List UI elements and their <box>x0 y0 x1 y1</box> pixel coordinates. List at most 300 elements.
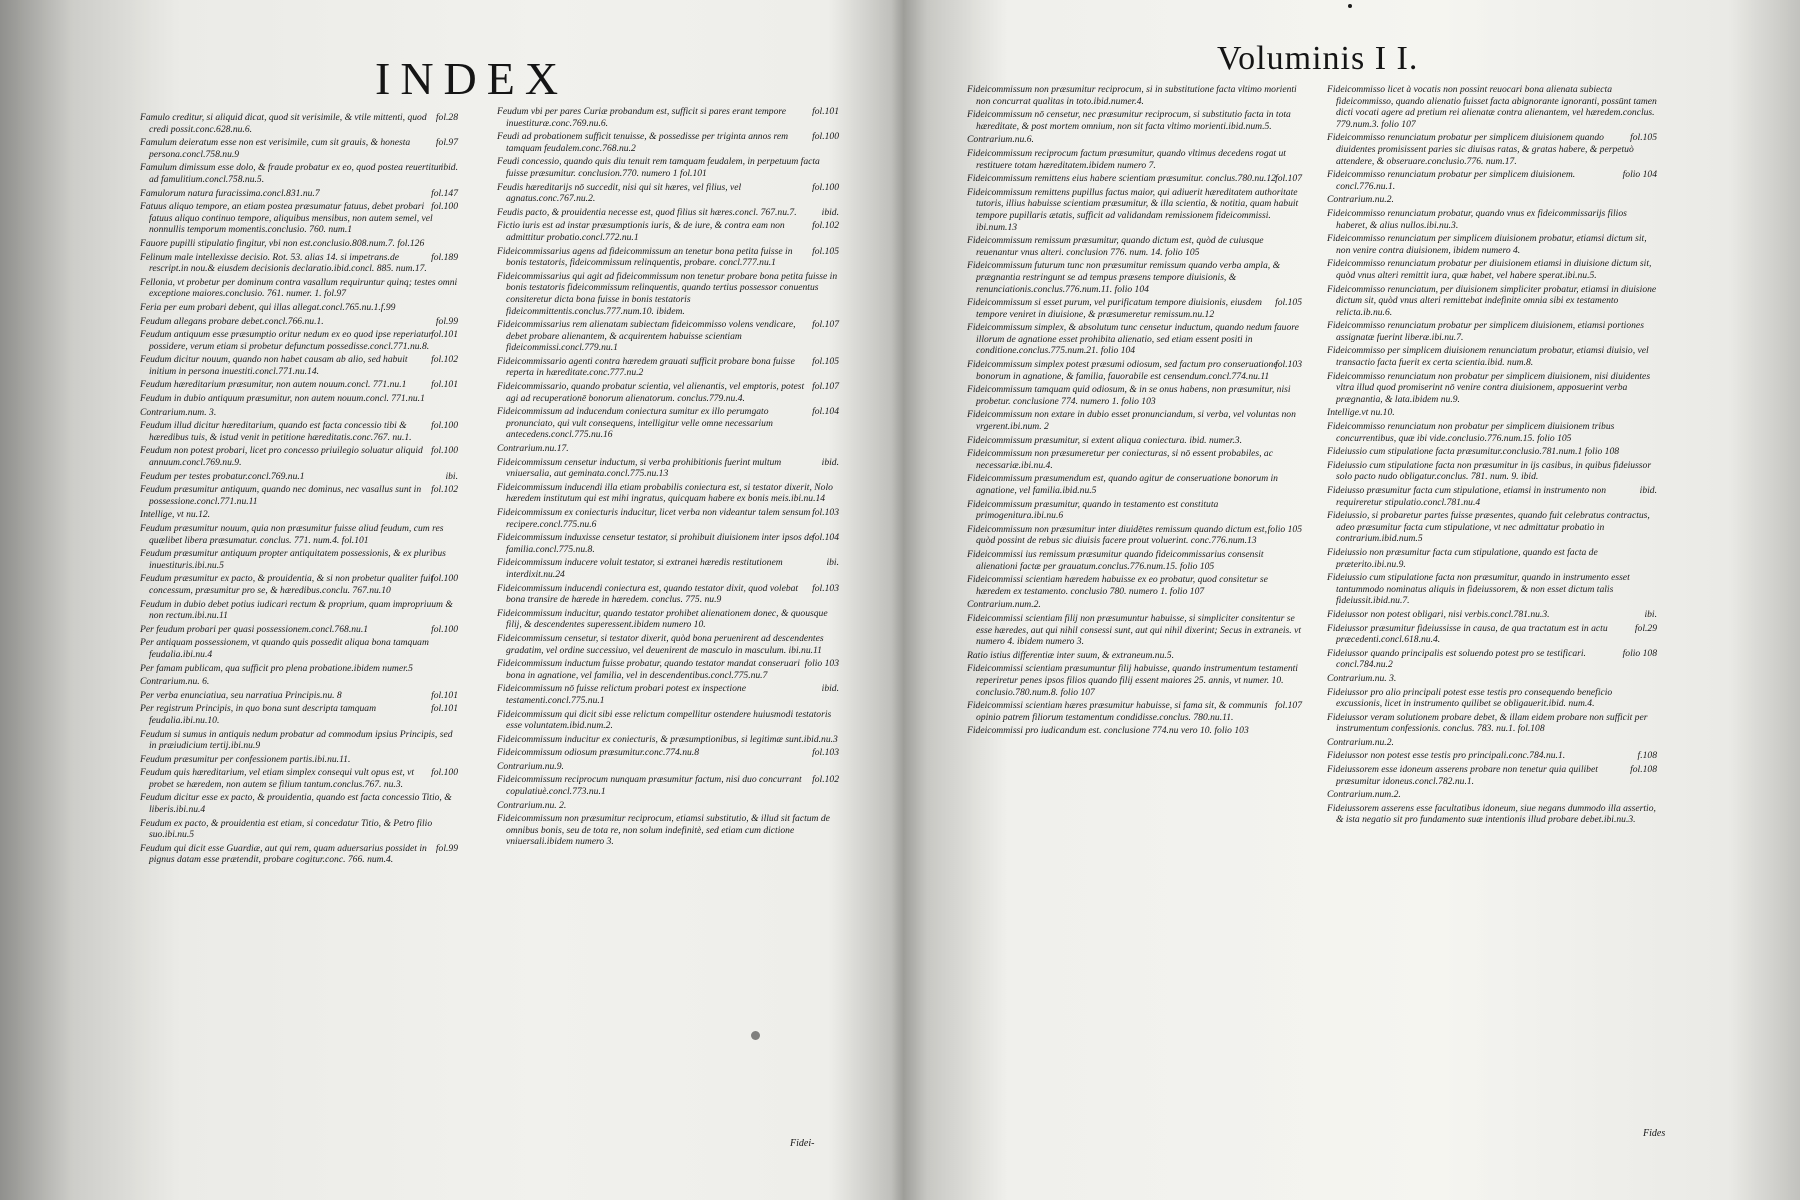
index-entry <box>1327 421 1657 444</box>
entry-text: Fideicommissum non præsumitur inter diuidētes remissum quando dictum est, quòd possint de rebus sic diuisis facere prout voluerint. conc.776.num.13 <box>967 523 1267 547</box>
index-entry <box>140 393 458 405</box>
index-entry <box>140 573 458 596</box>
entry-text: Fideiussorem esse idoneum asserens probare non tenetur quia quilibet præsumitur idoneus.concl.782.nu.1. <box>1327 764 1598 787</box>
index-entry <box>497 774 839 797</box>
entry-text: Fideicommissum futurum tunc non præsumitur remissum quando verba ampla, & prægnantia restringunt se ad tempus præsens tempore diuisionis, & renunciationis.conclus.776.num.11. folio 104 <box>967 260 1281 295</box>
index-entry <box>1327 572 1657 607</box>
entry-text: Contrarium.nu. 2. <box>497 799 567 811</box>
index-entry <box>140 818 458 841</box>
folio-reference: fol.107 <box>812 381 839 393</box>
entry-text: Fideiussorem asserens esse facultatibus idoneum, siue negans dummodo illa assertio, & ista negatio sit pro fundamento suæ intentionis illud probare debet.ibi.nu.3. <box>1327 802 1656 826</box>
index-entry <box>497 734 839 746</box>
index-entry <box>140 407 458 419</box>
index-entry <box>140 663 458 675</box>
index-entry <box>497 813 839 848</box>
entry-text: Fideicommissario, quando probatur scientia, vel alienantis, vel emptoris, potest agi ad recuperationē bonorum alienatorum. conclus.779.nu.4. <box>497 381 805 404</box>
entry-text: Feudum præsumitur antiquum propter antiquitatem possessionis, & ex pluribus inuestituris.ibi.nu.5 <box>140 548 446 571</box>
folio-reference: fol.99 <box>435 842 458 854</box>
right-page <box>905 0 1800 1200</box>
index-entry <box>140 637 458 660</box>
folio-reference: fol.100 <box>812 181 839 193</box>
index-entry <box>140 548 458 571</box>
entry-text: Fideicommissum præsumendum est, quando agitur de conseruatione bonorum in agnatione, vel familia.ibid.nu.5 <box>967 473 1278 496</box>
index-entry <box>967 260 1302 295</box>
folio-reference: fol.105 <box>1275 297 1302 309</box>
index-entry <box>140 379 458 391</box>
entry-text: Feudum hæreditarium præsumitur, non autem nouum.concl. 771.nu.1 <box>140 379 407 391</box>
entry-text: Feudum præsumitur nouum, quia non præsumitur fuisse aliud feudum, cum res quælibet libera præsumatur. conclus. 771. num.4. fol.101 <box>140 523 444 546</box>
index-entry <box>967 109 1302 132</box>
entry-text: Feudi ad probationem sufficit tenuisse, & possedisse per triginta annos rem tamquam feudalem.conc.768.nu.2 <box>497 131 789 154</box>
entry-text: Fideicommissum censetur, si testator dixerit, quòd bona peruenirent ad descendentes gradatim, vel ordine successiuo, vel deuenirent de masculo in masculum. ibi.nu.11 <box>497 632 824 656</box>
entry-text: Per verba enunciatiua, seu narratiua Principis.nu. 8 <box>140 689 342 701</box>
folio-reference: folio 108 <box>1622 647 1657 659</box>
index-entry <box>497 106 839 129</box>
index-entry <box>497 207 839 219</box>
entry-text: Fideiussor non potest esse testis pro principali.conc.784.nu.1. <box>1327 750 1566 762</box>
index-entry <box>967 650 1302 662</box>
folio-reference: fol.100 <box>812 131 839 143</box>
entry-text: Fideicommissum remittens pupillus factus maior, qui adiuerit hæreditatem authoritate tutoris, illius habuisse scientiam præsumitur, & illa scientia, & notitia, quam habuit tempore pupillaris ætatis, sufficit ad validandam remissionem fideicommissi. ibi.num.13 <box>967 186 1299 233</box>
entry-text: Feudum per testes probatur.concl.769.nu.1 <box>140 470 305 482</box>
entry-text: Fideicommissarius rem alienatam subiectam fideicommisso volens vendicare, debet probare alienantem, & acquirentem habuisse scientiam fideicommissi.concl.779.nu.1 <box>497 319 796 354</box>
entry-text: Famulum deieratum esse non est verisimile, cum sit grauis, & honesta persona.concl.758.nu.9 <box>140 137 411 160</box>
folio-reference: fol.147 <box>431 187 458 199</box>
entry-text: Fideicommisso renunciatum per simplicem diuisionem probatur, etiamsi dictum sit, non venire contra diuisionem, ibidem numero 4. <box>1327 233 1647 256</box>
entry-text: Fideicommissum præsumitur, quando in testamento est constituta primogenitura.ibi.nu.6 <box>967 498 1219 522</box>
folio-reference: fol.103 <box>1275 359 1302 371</box>
index-entry <box>140 624 458 636</box>
entry-text: Fideicommissum induxisse censetur testator, si prohibuit diuisionem inter ipsos de familia.concl.775.nu.8. <box>497 532 814 555</box>
entry-text: Feudum præsumitur antiquum, quando nec dominus, nec vasallus sunt in possessione.concl.771.nu.11 <box>140 484 422 507</box>
entry-text: Fideicommissum qui dicit sibi esse relictum compellitur ostendere huiusmodi testatoris esse voluntatem.ibid.num.2. <box>497 708 832 732</box>
entry-text: Feudum vbi per pares Curiæ probandum est, sufficit si pares erant tempore inuestituræ.conc.769.nu.6. <box>497 106 787 129</box>
folio-reference: fol.108 <box>1630 764 1657 776</box>
index-entry <box>497 482 839 505</box>
entry-text: Fideiussor quando principalis est soluendo potest pro se testificari. concl.784.nu.2 <box>1327 647 1586 671</box>
index-entry <box>967 574 1302 597</box>
index-entry <box>497 356 839 379</box>
index-entry <box>1327 345 1657 368</box>
index-entry <box>497 246 839 269</box>
entry-text: Fideiussio cum stipulatione facta non præsumitur in ijs casibus, in quibus fideiussor solo pacto nudo obligatur.conclus. 781. num. 9. ibid. <box>1327 459 1652 483</box>
entry-text: Fideicommissum remissum præsumitur, quando dictum est, quòd de cuiusque reuenantur vnus alteri. conclusion 776. num. 14. folio 105 <box>967 235 1264 258</box>
folio-reference: fol.102 <box>812 220 839 232</box>
index-entry <box>1327 460 1657 483</box>
index-entry <box>967 725 1302 737</box>
entry-text: Fideicommisso renunciatum non probatur per simplicem diuisionem tribus concurrentibus, quæ ibi vide.conclusio.776.num.15. folio 105 <box>1327 421 1615 444</box>
index-entry <box>1327 208 1657 231</box>
entry-text: Fideicommissum ad inducendum coniectura sumitur ex illo perumgato pronunciato, qui vult consequens, intelligitur velle omne necessarium antecedens.concl.775.nu.16 <box>497 406 773 441</box>
index-column-left-1 <box>140 112 458 868</box>
folio-reference: fol.103 <box>812 582 839 594</box>
folio-reference: ibi. <box>445 470 458 482</box>
entry-text: Contrarium.nu.6. <box>967 134 1034 146</box>
index-entry <box>967 173 1302 185</box>
entry-text: Fideicommisso renunciatum probatur per diuisionem etiamsi in diuisione dictum sit, quòd vnus alteri remittit iura, quæ habet, vel habere sperat.ibi.nu.5. <box>1327 258 1652 281</box>
index-entry <box>1327 673 1657 685</box>
entry-text: Contrarium.nu.17. <box>497 443 569 455</box>
index-entry <box>1327 609 1657 621</box>
entry-text: Fideicommissi scientiam hæres præsumitur habuisse, si fama sit, & communis opinio patrem filiorum testamentum condidisse.conclus. 780.nu.11. <box>967 700 1268 723</box>
index-entry <box>967 435 1302 447</box>
index-entry <box>497 557 839 580</box>
index-entry <box>967 448 1302 471</box>
entry-text: Per feudum probari per quasi possessionem.concl.768.nu.1 <box>140 623 369 635</box>
index-entry <box>1327 132 1657 167</box>
index-entry <box>1327 510 1657 545</box>
entry-text: Fideicommissario agenti contra hæredem grauati sufficit probare bona fuisse reperta in hæreditate.conc.777.nu.2 <box>497 355 795 379</box>
index-entry <box>140 201 458 236</box>
entry-text: Fideicommisso renunciatum probatur per simplicem diuisionem, etiamsi portiones assignatæ fuerint liberæ.ibi.nu.7. <box>1327 320 1644 343</box>
index-entry <box>1327 320 1657 343</box>
index-entry <box>497 443 839 455</box>
entry-text: Feudum illud dicitur hæreditarium, quando est facta concessio tibi & hæredibus tuis, & istud venit in petitione hæreditatis.conc.767. nu.1. <box>140 420 412 443</box>
entry-text: Fideiussio cum stipulatione facta non præsumitur, quando in instrumento esset tantummodo nominatus aliquis in fideiussorem, & non esset dictum talis fideiussit.ibid.nu.7. <box>1327 572 1630 607</box>
index-entry <box>1327 712 1657 735</box>
index-entry <box>1327 194 1657 206</box>
index-entry <box>140 277 458 300</box>
entry-text: Fideicommissum non præsumitur reciprocum, si in substitutione facta vltimo morienti non concurrat qualitas in toto.ibid.numer.4. <box>967 84 1297 107</box>
entry-text: Famulum dimissum esse dolo, & fraude probatur ex eo, quod postea reuertitur ad famulitium.concl.758.nu.5. <box>140 162 443 185</box>
index-entry <box>967 549 1302 572</box>
entry-text: Feudum in dubio antiquum præsumitur, non autem nouum.concl. 771.nu.1 <box>140 393 425 405</box>
entry-text: Fideicommissum nō censetur, nec præsumitur reciprocum, si substitutio facta in tota hæreditate, & post mortem omnium, non sit facta vltimo morienti.ibid.num.5. <box>967 109 1291 132</box>
index-entry <box>140 162 458 185</box>
entry-text: Fideiussio non præsumitur facta cum stipulatione, quando est facta de præterito.ibi.nu.9. <box>1327 546 1598 570</box>
index-entry <box>1327 623 1657 646</box>
entry-text: Contrarium.nu.9. <box>497 760 564 772</box>
index-entry <box>497 709 839 732</box>
folio-reference: fol.28 <box>435 112 458 123</box>
entry-text: Per antiquam possessionem, vt quando quis possedit aliqua bona tamquam feudalia.ibi.nu.4 <box>140 637 429 660</box>
folio-reference: fol.100 <box>431 445 458 457</box>
index-entry <box>967 187 1302 233</box>
index-entry <box>140 329 458 352</box>
index-entry <box>1327 803 1657 826</box>
entry-text: Fideicommisso renunciatum probatur per simplicem diuisionem quando diuidentes promisissent paries sic diuisas ratas, & gratas habere, & perpetuò attendere, & obseruare.conclusio.776. num.17. <box>1327 132 1634 167</box>
index-entry <box>140 690 458 702</box>
index-entry <box>497 131 839 154</box>
entry-text: Fideicommissum reciprocum nunquam præsumitur factum, nisi duo concurrant copulatiuè.concl.773.nu.1 <box>497 774 802 798</box>
folio-reference: fol.107 <box>1275 173 1302 185</box>
entry-text: Fideicommissum inducitur ex coniecturis, & præsumptionibus, si legitimæ sunt.ibid.nu.3 <box>497 733 838 745</box>
index-entry <box>140 843 458 866</box>
index-entry <box>140 316 458 328</box>
index-entry <box>140 354 458 377</box>
index-entry <box>1327 169 1657 192</box>
folio-reference: fol.100 <box>431 573 458 585</box>
entry-text: Fideicommissum odiosum præsumitur.conc.774.nu.8 <box>497 747 699 759</box>
index-entry <box>140 792 458 815</box>
entry-text: Fideicommissum inducere voluit testator, si extranei hæredis restitutionem interdixit.nu.24 <box>497 557 783 580</box>
folio-reference: ibi. <box>1644 608 1657 620</box>
entry-text: Feudum qui dicit esse Guardiæ, aut qui rem, quam aduersarius possidet in pignus datam esse prætendit, probare cogitur.conc. 766. num.4. <box>140 842 427 866</box>
index-entry <box>967 84 1302 107</box>
page-heading: INDEX <box>375 53 569 104</box>
index-entry <box>1327 371 1657 406</box>
index-entry <box>140 302 458 314</box>
index-entry <box>140 767 458 790</box>
left-page <box>0 0 895 1200</box>
entry-text: Fideicommissum non præsumeretur per coniecturas, si nō essent probabiles, ac necessariæ.ibi.nu.4. <box>967 448 1273 471</box>
index-entry <box>497 507 839 530</box>
index-entry <box>497 800 839 812</box>
folio-reference: folio 103 <box>804 658 839 670</box>
entry-text: Fideicommissi scientiam filij non præsumuntur habuisse, si simpliciter consitentur se esse hæredes, aut qui nihil consessi sunt, aut qui nihil dixerint; Secus in extraneis. vt numero 4. ibidem numero 3. <box>967 612 1301 648</box>
entry-text: Fideicommisso renunciatum, per diuisionem simpliciter probatur, etiamsi in diuisione dictum sit, quòd vnus alteri remittebat indefinite omnia sibi ex testamento relicta.ib.nu.6. <box>1327 283 1657 318</box>
entry-text: Fideicommissum inducitur, quando testator prohibet alienationem donec, & quousque filij, & descendentes superessent.ibidem numero 10. <box>497 607 828 631</box>
folio-reference: ibid. <box>821 683 839 695</box>
entry-text: Famulo creditur, si aliquid dicat, quod sit verisimile, & vtile mittenti, quod credi possit.conc.628.nu.6. <box>140 112 427 135</box>
index-entry <box>967 524 1302 547</box>
index-entry <box>497 608 839 631</box>
index-entry <box>967 359 1302 382</box>
entry-text: Fideiusso præsumitur facta cum stipulatione, etiamsi in instrumento non requireretur stipulatio.concl.781.nu.4 <box>1327 485 1607 508</box>
entry-text: Per registrum Principis, in quo bona sunt descripta tamquam feudalia.ibi.nu.10. <box>140 703 377 726</box>
folio-reference: fol.104 <box>812 406 839 418</box>
folio-reference: fol.101 <box>431 329 458 341</box>
entry-text: Contrarium.nu.2. <box>1327 194 1394 206</box>
index-entry <box>497 156 839 179</box>
index-entry <box>140 729 458 752</box>
folio-reference: fol.101 <box>431 689 458 701</box>
folio-reference: fol.105 <box>1630 132 1657 144</box>
folio-reference: fol.99 <box>435 315 458 327</box>
index-entry <box>497 220 839 243</box>
entry-text: Intellige, vt nu.12. <box>140 509 211 521</box>
index-entry <box>967 599 1302 611</box>
entry-text: Fideicommissi pro iudicandum est. conclusione 774.nu vero 10. folio 103 <box>967 725 1249 737</box>
index-column-right-1 <box>967 84 1302 739</box>
entry-text: Fideicommissum non præsumitur reciprocum, etiamsi substitutio, & illud sit factum de omnibus bonis, seu de tota re, non solum indefinitè, sed etiam cum dictione vniuersali.ibidem numero 3. <box>497 813 830 848</box>
catchword: Fidei- <box>790 1138 815 1149</box>
index-entry <box>140 484 458 507</box>
page-heading: Voluminis I I. <box>1217 40 1419 77</box>
index-entry <box>1327 648 1657 671</box>
entry-text: Feudi concessio, quando quis diu tenuit rem tamquam feudalem, in perpetuum facta fuisse præsumitur. conclusion.770. numero 1 fol.101 <box>497 156 820 179</box>
index-entry <box>967 499 1302 522</box>
index-entry <box>497 583 839 606</box>
entry-text: Feudum antiquum esse præsumptio oritur nedum ex eo quod ipse reperiatur possidere, verum etiam si probetur defunctum possedisse.concl.771.nu.8. <box>140 329 433 352</box>
index-entry <box>497 747 839 759</box>
index-entry <box>1327 547 1657 570</box>
index-entry <box>140 445 458 468</box>
entry-text: Per famam publicam, qua sufficit pro plena probatione.ibidem numer.5 <box>140 662 413 674</box>
index-entry <box>140 754 458 766</box>
index-entry <box>1327 737 1657 749</box>
entry-text: Fideiussio cum stipulatione facta præsumitur.conclusio.781.num.1 folio 108 <box>1327 446 1620 458</box>
index-entry <box>140 238 458 250</box>
index-entry <box>140 509 458 521</box>
folio-reference: fol.29 <box>1634 622 1657 634</box>
index-entry <box>497 406 839 441</box>
index-entry <box>497 683 839 706</box>
folio-reference: fol.100 <box>431 767 458 779</box>
entry-text: Fideicommisso per simplicem diuisionem renunciatum probatur, etiamsi diuisio, vel transactio facta fuerit ex certa scientia.ibid. num.8. <box>1327 345 1649 369</box>
folio-reference: fol.189 <box>431 251 458 263</box>
index-entry <box>140 599 458 622</box>
folio-reference: fol.101 <box>812 106 839 117</box>
entry-text: Fideicommissum non extare in dubio esset pronunciandum, si verba, vel voluntas non vrgerent.ibi.num. 2 <box>967 409 1296 433</box>
entry-text: Intellige.vt nu.10. <box>1327 407 1395 419</box>
index-entry <box>140 112 458 135</box>
entry-text: Ratio istius differentiæ inter suum, & extraneum.nu.5. <box>967 649 1174 661</box>
folio-reference: ibi. <box>826 557 839 569</box>
folio-reference: fol.100 <box>431 201 458 213</box>
entry-text: Fideicommissum reciprocum factum præsumitur, quando vltimus decedens rogat ut restituere totam hæreditatem.ibidem numero 7. <box>967 147 1286 171</box>
entry-text: Contrarium.num.2. <box>967 599 1041 611</box>
entry-text: Fideicommissum inductum fuisse probatur, quando testator mandat conseruari bona in agnatione, vel familia, vel in descendentibus.concl.775.nu.7 <box>497 658 800 681</box>
folio-reference: f.108 <box>1637 750 1657 762</box>
index-entry <box>1327 233 1657 256</box>
index-entry <box>967 148 1302 171</box>
index-entry <box>1327 84 1657 130</box>
folio-reference: fol.107 <box>1275 700 1302 712</box>
entry-text: Fideicommisso renunciatum probatur, quando vnus ex fideicommissarijs filios haberet, & alius nullos.ibi.nu.3. <box>1327 207 1627 231</box>
folio-reference: ibid. <box>821 456 839 468</box>
entry-text: Fideicommissarius qui agit ad fideicommissum non tenetur probare bona petita fuisse in bonis testatoris fideicommissum relinquentis, quando tertius possessor conuentus consiteretur dicta bona fuisse in bonis testatoris fideicommittentis.conclus.777.num.10. ibidem. <box>497 270 838 317</box>
index-entry <box>967 384 1302 407</box>
index-entry <box>1327 407 1657 419</box>
index-entry <box>140 676 458 688</box>
index-entry <box>967 473 1302 496</box>
index-entry <box>497 658 839 681</box>
entry-text: Fideicommissi scientiam præsumuntur filij habuisse, quando instrumentum testamenti reperiretur penes ipsos filios quando filij essent maiores 25. annis, vt numer. 10. conclusio.780.num.8. folio 107 <box>967 663 1298 698</box>
folio-reference: folio 105 <box>1267 523 1302 535</box>
folio-reference: fol.103 <box>812 747 839 759</box>
index-entry <box>497 319 839 354</box>
index-entry <box>1327 446 1657 458</box>
entry-text: Feudum quis hæreditarium, vel etiam simplex consequi vult opus est, vt probet se hæredem, non autem se filium tantum.conclus.767. nu.3. <box>140 767 415 790</box>
entry-text: Fellonia, vt probetur per dominum contra vasallum requiruntur quinq; testes omni exceptione maiores.conclusio. 761. numer. 1. fol.97 <box>140 276 458 300</box>
entry-text: Fideicommissum remittens eius habere scientiam præsumitur. conclus.780.nu.12 <box>967 173 1276 185</box>
entry-text: Fideiussor non potest obligari, nisi verbis.concl.781.nu.3. <box>1327 608 1550 620</box>
entry-text: Feudum in dubio debet potius iudicari rectum & proprium, quam impropriuum & non rectum.ibi.nu.11 <box>140 598 453 622</box>
entry-text: Fideicommissi ius remissum præsumitur quando fideicommissarius consensit alienationi factæ per grauatum.conclus.776.num.15. folio 105 <box>967 548 1264 572</box>
entry-text: Fideicommissum censetur inductum, si verba prohibitionis fuerint multum vniuersalia, aut geminata.concl.775.nu.13 <box>497 456 782 480</box>
folio-reference: fol.97 <box>435 137 458 149</box>
index-entry <box>1327 750 1657 762</box>
folio-reference: fol.105 <box>812 355 839 367</box>
folio-reference: fol.100 <box>431 420 458 432</box>
entry-text: Feudum præsumitur ex pacto, & prouidentia, & si non probetur qualiter fuit concessum, præsumitur pro se, & hæredibus.conclu. 767.nu.10 <box>140 573 434 596</box>
entry-text: Contrarium.nu. 6. <box>140 676 210 688</box>
index-entry <box>1327 687 1657 710</box>
entry-text: Fideiussio, si probaretur partes fuisse præsentes, quando fuit celebratus contractus, adeo præsumitur facta cum stipulatione, vt nec admittatur probatio in contrarium.ibid.num.5 <box>1327 510 1650 545</box>
entry-text: Fictio iuris est ad instar præsumptionis iuris, & de iure, & contra eam non admittitur probatio.concl.772.nu.1 <box>497 220 785 243</box>
entry-text: Fideicommissum ex coniecturis inducitur, licet verba non videantur talem sensum recipere.concl.775.nu.6 <box>497 507 811 530</box>
index-entry <box>1327 284 1657 319</box>
entry-text: Fideiussor veram solutionem probare debet, & illam eidem probare non sufficit per instrumentum confessionis. conclus. 783. nu.1. fol.108 <box>1327 711 1648 735</box>
entry-text: Fideicommissum simplex potest præsumi odiosum, sed factum pro conseruatione bonorum in agnatione, & familia, fauorabile est censendum.concl.774.nu.11 <box>967 359 1278 382</box>
index-entry <box>497 761 839 773</box>
index-entry <box>497 182 839 205</box>
folio-reference: fol.102 <box>431 484 458 496</box>
index-entry <box>497 532 839 555</box>
folio-reference: fol.102 <box>812 774 839 786</box>
entry-text: Feudum allegans probare debet.concl.766.nu.1. <box>140 315 324 327</box>
entry-text: Fideicommissum præsumitur, si extent aliqua coniectura. ibid. numer.3. <box>967 434 1242 446</box>
folio-reference: ibid. <box>440 162 458 174</box>
index-entry <box>967 297 1302 320</box>
folio-reference: fol.104 <box>812 532 839 544</box>
index-entry <box>140 471 458 483</box>
folio-reference: fol.107 <box>812 319 839 331</box>
entry-text: Contrarium.num.2. <box>1327 789 1401 801</box>
entry-text: Famulorum natura furacissima.concl.831.nu.7 <box>140 187 320 199</box>
index-entry <box>967 663 1302 698</box>
entry-text: Fideicommissum inducendi illa etiam probabilis coniectura est, si testator dixerit, Nolo hæredem institutum qui est mihi ingratus, quicquam habere ex bonis meis.ibi.nu.14 <box>497 481 833 505</box>
entry-text: Fideicommissi scientiam hæredem habuisse ex eo probatur, quod consitetur se hæredem ex testamento. conclusio 780. numero 1. folio 107 <box>967 574 1268 597</box>
index-entry <box>140 252 458 275</box>
index-entry <box>140 523 458 546</box>
entry-text: Feudum ex pacto, & prouidentia est etiam, si concedatur Titio, & Petro filio suo.ibi.nu.5 <box>140 817 433 841</box>
index-entry <box>497 271 839 317</box>
entry-text: Fideicommissum simplex, & absolutum tunc censetur inductum, quando nedum fauore illorum de agnatione esset prohibita alienatio, sed etiam essent positi in conditione.conclus.775.num.21. folio 104 <box>967 322 1299 357</box>
entry-text: Feudum præsumitur per confessionem partis.ibi.nu.11. <box>140 753 351 765</box>
folio-reference: fol.101 <box>431 703 458 715</box>
folio-reference: fol.101 <box>431 379 458 391</box>
entry-text: Feudum si sumus in antiquis nedum probatur ad commodum ipsius Principis, sed in præiudicium tertij.ibi.nu.9 <box>140 728 453 752</box>
index-entry <box>967 409 1302 432</box>
entry-text: Feudum non potest probari, licet pro concesso priuilegio soluatur aliquid annuum.concl.769.nu.9. <box>140 445 423 469</box>
entry-text: Fatuus aliquo tempore, an etiam postea præsumatur fatuus, debet probari fatuus aliquo continuo tempore, aliquibus mensibus, non autem semel, vel nonnullis temporum momentis.conclusio. 760. num.1 <box>140 201 433 236</box>
index-entry <box>967 134 1302 146</box>
index-entry <box>1327 789 1657 801</box>
entry-text: Contrarium.num. 3. <box>140 406 217 418</box>
entry-text: Contrarium.nu.2. <box>1327 736 1394 748</box>
entry-text: Feudis hæreditarijs nō succedit, nisi qui sit hæres, vel filius, vel agnatus.conc.767.nu.2. <box>497 181 742 205</box>
index-column-left-2 <box>497 106 839 850</box>
index-entry <box>967 613 1302 648</box>
entry-text: Fideicommissum tamquam quid odiosum, & in se onus habens, non præsumitur, nisi probetur. conclusione 774. numero 1. folio 103 <box>967 384 1291 407</box>
index-entry <box>1327 764 1657 787</box>
index-entry <box>1327 485 1657 508</box>
entry-text: Contrarium.nu. 3. <box>1327 672 1397 684</box>
entry-text: Fideiussor præsumitur fideiussisse in causa, de qua tractatum est in actu præcedenti.concl.618.nu.4. <box>1327 622 1608 646</box>
entry-text: Fideicommissum si esset purum, vel purificatum tempore diuisionis, eiusdem tempore veniret in diuisione, & præsumeretur remissum.nu.12 <box>967 297 1262 320</box>
entry-text: Feudis pacto, & prouidentia necesse est, quod filius sit hæres.concl. 767.nu.7. <box>497 206 797 218</box>
index-column-right-2 <box>1327 84 1657 828</box>
index-entry <box>140 420 458 443</box>
folio-reference: ibid. <box>821 206 839 218</box>
folio-reference: fol.103 <box>812 507 839 518</box>
index-entry <box>497 457 839 480</box>
index-entry <box>497 633 839 656</box>
index-entry <box>967 322 1302 357</box>
entry-text: Fideicommissarius agens ad fideicommissum an tenetur bona petita fuisse in bonis testatoris, fideicommissum relinquentis, probare. concl.777.nu.1 <box>497 245 793 269</box>
index-entry <box>967 700 1302 723</box>
entry-text: Fideicommisso renunciatum probatur per simplicem diuisionem. concl.776.nu.1. <box>1327 169 1576 192</box>
catchword: Fides <box>1643 1128 1666 1139</box>
entry-text: Fideiussor pro alio principali potest esse testis pro consequendo beneficio excussionis, licet in instrumento quilibet se obligauerit.ibid. num.4. <box>1327 686 1613 710</box>
entry-text: Fideicommissum nō fuisse relictum probari potest ex inspectione testamenti.concl.775.nu.1 <box>497 683 746 706</box>
index-entry <box>497 381 839 404</box>
index-entry <box>140 703 458 726</box>
index-entry <box>140 188 458 200</box>
entry-text: Fideicommisso licet à vocatis non possint reuocari bona alienata subiecta fideicommisso, quando alienatio fuisset facta abignorante ignoranti, possūnt tamen dicti vocati agere ad pretium rei alienatæ contra alienantem, vel hæredem.conclus. 779.num.3. folio 107 <box>1327 84 1657 130</box>
folio-reference: ibid. <box>1639 485 1657 496</box>
entry-text: Fauore pupilli stipulatio fingitur, vbi non est.conclusio.808.num.7. fol.126 <box>140 237 425 249</box>
folio-reference: fol.100 <box>431 623 458 635</box>
entry-text: Felinum male intellexisse decisio. Rot. 53. alias 14. si impetrans.de rescript.in nou.& eiusdem decisionis declaratio.ibid.concl. 885. num.17. <box>140 251 427 275</box>
entry-text: Fideicommisso renunciatum non probatur per simplicem diuisionem, nisi diuidentes vltra illud quod promiserint nō venire contra diuisionem, apposuerint verba prægnantia, & lata.ibidem nu.9. <box>1327 370 1651 405</box>
entry-text: Feudum dicitur nouum, quando non habet causam ab alio, sed habuit initium in persona inuestiti.concl.771.nu.14. <box>140 354 408 377</box>
index-entry <box>140 137 458 160</box>
entry-text: Feudum dicitur esse ex pacto, & prouidentia, quando est facta concessio Titio, & liberis.ibi.nu.4 <box>140 792 452 816</box>
folio-reference: fol.105 <box>812 245 839 257</box>
